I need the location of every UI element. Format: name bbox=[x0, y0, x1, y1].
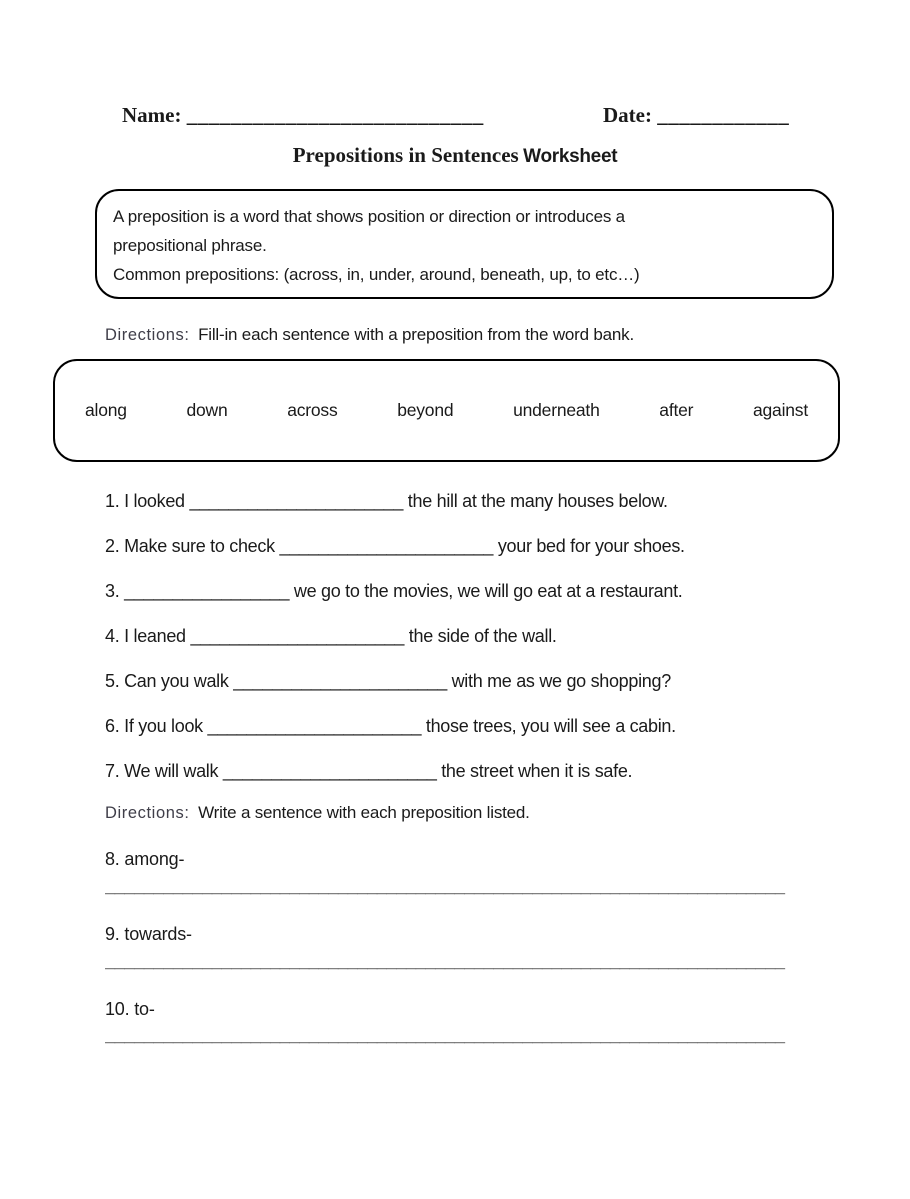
write-item-label-to: 10. to- bbox=[105, 999, 155, 1019]
word-bank-word: after bbox=[659, 400, 694, 420]
fill-in-sentence: 4. I leaned ______________________ the side of the wall. bbox=[105, 626, 557, 646]
name-field-row bbox=[122, 103, 484, 128]
fill-in-sentence: 6. If you look ______________________ those trees, you will see a cabin. bbox=[105, 716, 676, 736]
page-title-main: Prepositions in Sentences bbox=[292, 143, 519, 167]
fill-in-sentence: 5. Can you walk ______________________ with me as we go shopping? bbox=[105, 671, 671, 691]
fill-in-sentence: 1. I looked ______________________ the hill at the many houses below. bbox=[105, 491, 668, 511]
word-bank-word: beyond bbox=[397, 400, 454, 420]
fill-in-sentence: 2. Make sure to check ______________________ your bed for your shoes. bbox=[105, 536, 685, 556]
date-label: Date: bbox=[603, 103, 652, 127]
word-bank-word: across bbox=[287, 400, 338, 420]
directions-write-sentence-label: Directions: bbox=[105, 804, 190, 822]
name-blank-line: ___________________________ bbox=[186, 103, 484, 127]
directions-fill-in-text: Fill-in each sentence with a preposition from the word bank. bbox=[198, 325, 634, 344]
write-item-answer-line: ______________________________________________________________________ bbox=[105, 951, 785, 971]
definition-line-1: A preposition is a word that shows position or direction or introduces a bbox=[113, 207, 625, 226]
directions-fill-in-label: Directions: bbox=[105, 326, 190, 344]
write-item-label-among: 8. among- bbox=[105, 849, 185, 869]
fill-in-sentence: 7. We will walk ______________________ the street when it is safe. bbox=[105, 761, 633, 781]
word-bank-word: underneath bbox=[513, 400, 600, 420]
page-title bbox=[0, 143, 910, 168]
write-item-answer-line: ______________________________________________________________________ bbox=[105, 876, 785, 896]
word-bank-box bbox=[53, 359, 840, 462]
date-field-row bbox=[603, 103, 789, 128]
name-label: Name: bbox=[122, 103, 182, 127]
definition-line-3: Common prepositions: (across, in, under, around, beneath, up, to etc…) bbox=[113, 265, 640, 284]
directions-write-sentence bbox=[105, 803, 530, 823]
write-item-answer-line: ______________________________________________________________________ bbox=[105, 1025, 785, 1045]
definition-box bbox=[95, 189, 834, 299]
word-bank-word: against bbox=[752, 400, 808, 420]
date-blank-line: ____________ bbox=[657, 103, 790, 127]
definition-line-2: prepositional phrase. bbox=[113, 236, 267, 255]
fill-in-sentence: 3. _________________ we go to the movies, we will go eat at a restaurant. bbox=[105, 581, 683, 601]
word-bank-word: along bbox=[85, 400, 127, 420]
word-bank-word: down bbox=[186, 400, 228, 420]
write-item-label-towards: 9. towards- bbox=[105, 924, 192, 944]
directions-fill-in bbox=[105, 325, 634, 345]
directions-write-sentence-text: Write a sentence with each preposition listed. bbox=[198, 803, 530, 822]
fill-in-sentence-list bbox=[105, 479, 845, 794]
page-title-suffix: Worksheet bbox=[523, 146, 618, 167]
